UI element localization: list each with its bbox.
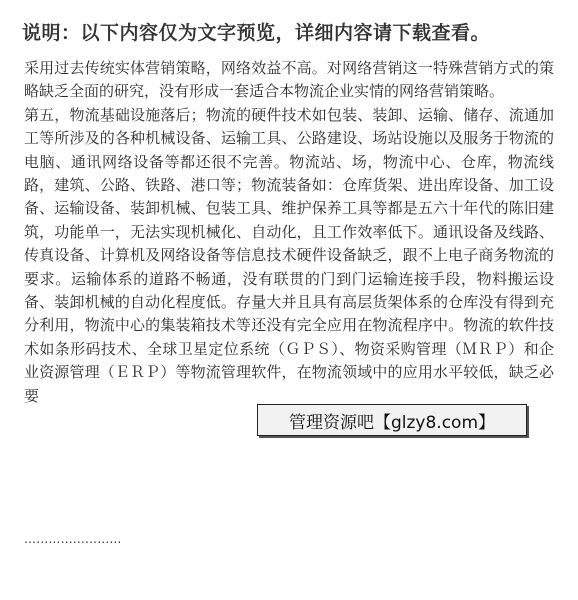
paragraph: 采用过去传统实体营销策略，网络效益不高。对网络营销这一特殊营销方式的策略缺乏全面的研究，没有形成一套适合本物流企业实情的网络营销策略。 <box>24 59 554 101</box>
document-body <box>24 57 554 408</box>
watermark-banner: 管理资源吧【glzy8.com】 <box>257 404 527 436</box>
paragraph: 第五，物流基础设施落后；物流的硬件技术如包装、装卸、运输、储存、流通加工等所涉及的各种机械设备、运输工具、公路建设、场站设施以及服务于物流的电脑、通讯网络设备等都还很不完善。物流站、场，物流中心、仓库，物流线路，建筑、公路、铁路、港口等；物流装备如：仓库货架、进出库设备、加工设备、运输设备、装卸机械、包装工具、维护保养工具等都是五六十年代的陈旧建筑，功能单一，无法实现机械化、自动化，且工作效率低下。通讯设备及线路、传真设备、计算机及网络设备等信息技术硬件设备缺乏，跟不上电子商务物流的要求。运输体系的道路不畅通，没有联贯的门到门运输连接手段，物料搬运设备、装卸机械的自动化程度低。存量大并且具有高层货架体系的仓库没有得到充分利用，物流中心的集装箱技术等还没有完全应用在物流程序中。物流的软件技术如条形码技术、全球卫星定位系统（ＧＰＳ）、物资采购管理（ＭＲＰ）和企业资源管理（ＥＲＰ）等物流管理软件，在物流领域中的应用水平较低，缺乏必要 <box>24 105 554 405</box>
preview-notice: 说明：以下内容仅为文字预览，详细内容请下载查看。 <box>22 22 491 44</box>
truncation-ellipsis: …………………… <box>24 532 122 546</box>
